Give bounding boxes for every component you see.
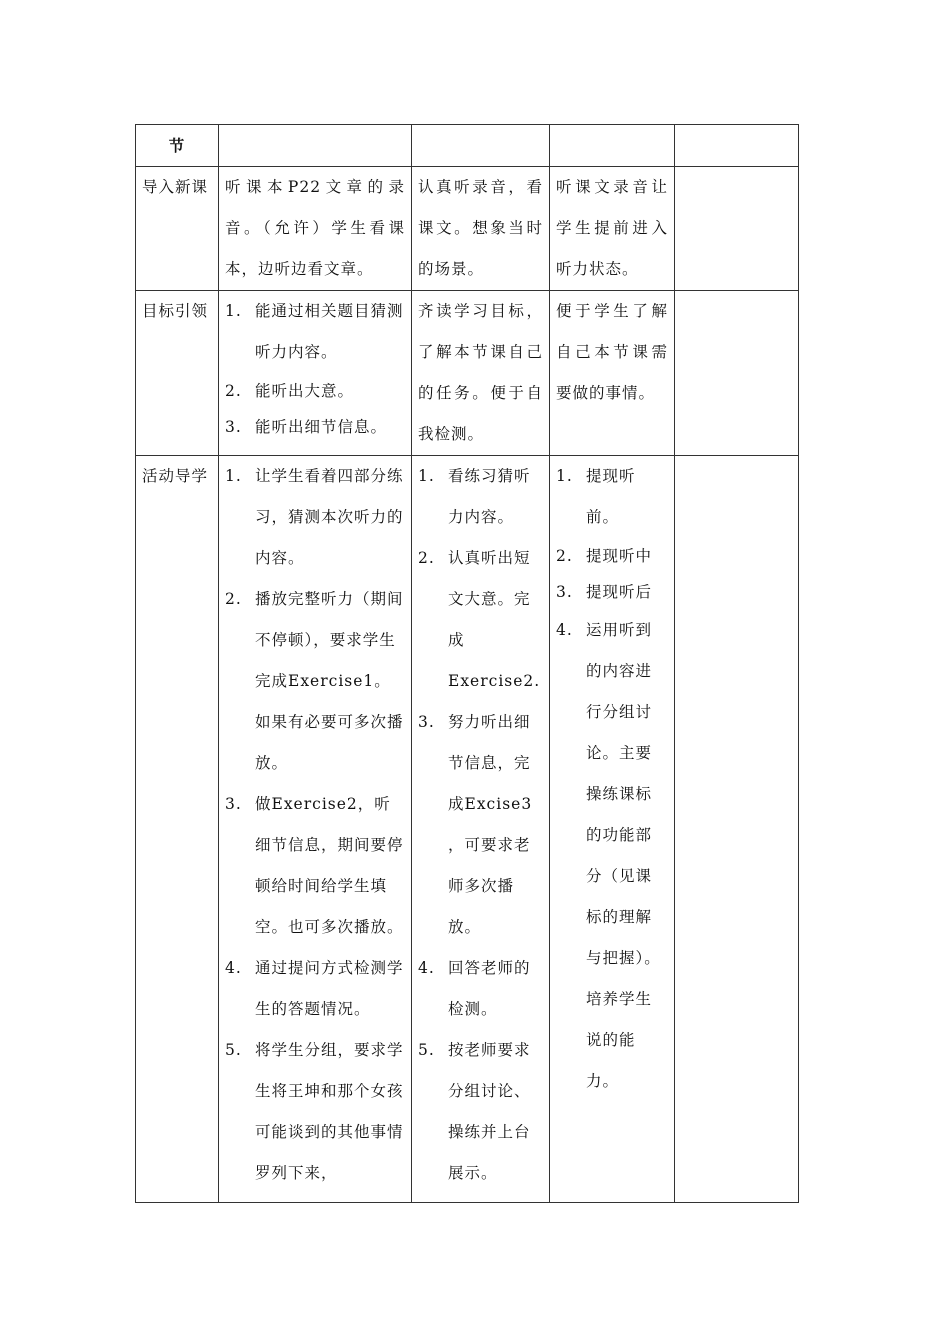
- list-item-text: 做Exercise2，听细节信息，期间要停顿给时间给学生填空。也可多次播放。: [255, 795, 404, 936]
- header-cell-student: [412, 125, 550, 167]
- list-item-number: 3.: [225, 795, 242, 813]
- header-cell-stage: 节: [136, 125, 219, 167]
- list-item: [225, 579, 405, 784]
- list-item: [556, 574, 668, 610]
- list-item-number: 2.: [556, 547, 573, 565]
- list-item: [418, 1030, 543, 1194]
- list-item-text: 回答老师的检测。: [448, 959, 531, 1018]
- list-item-text: 看练习猜听力内容。: [448, 467, 531, 526]
- notes-cell: [675, 167, 799, 291]
- table-row: [136, 456, 799, 1203]
- list-item-number: 4.: [418, 959, 435, 977]
- list-item: [556, 456, 668, 538]
- list-item-number: 2.: [225, 382, 242, 400]
- list-item-text: 认真听出短文大意。完成Exercise2.: [448, 549, 541, 690]
- list-item-text: 能听出大意。: [255, 382, 355, 400]
- header-cell-notes: [675, 125, 799, 167]
- list-item-number: 4.: [556, 621, 573, 639]
- list-item: [225, 784, 405, 948]
- design-intent-cell: 便于学生了解自己本节课需要做的事情。: [550, 291, 675, 456]
- list-item: [418, 538, 543, 702]
- list-item-number: 1.: [225, 302, 242, 320]
- list-item: [418, 948, 543, 1030]
- list-item: [556, 610, 668, 1102]
- header-cell-intent: [550, 125, 675, 167]
- list-item: [225, 373, 405, 409]
- teacher-activity-cell: [219, 456, 412, 1203]
- list-item-text: 努力听出细节信息，完成Excise3 ，可要求老师多次播放。: [448, 713, 533, 936]
- lesson-plan-table: [135, 124, 799, 1203]
- notes-cell: [675, 456, 799, 1203]
- teacher-activity-cell: [219, 291, 412, 456]
- student-activity-list: [418, 456, 543, 1194]
- list-item-text: 提现听前。: [586, 467, 636, 526]
- list-item-text: 运用听到的内容进行分组讨论。主要操练课标的功能部分（见课标的理解与把握）。培养学生说的能力。: [586, 621, 661, 1090]
- student-activity-cell: [412, 456, 550, 1203]
- header-cell-teacher: [219, 125, 412, 167]
- student-activity-cell: 认真听录音，看课文。想象当时的场景。: [412, 167, 550, 291]
- list-item-number: 3.: [418, 713, 435, 731]
- list-item: [225, 291, 405, 373]
- stage-cell: 目标引领: [136, 291, 219, 456]
- notes-cell: [675, 291, 799, 456]
- list-item: [418, 702, 543, 948]
- header-row: [136, 125, 799, 167]
- list-item-text: 通过提问方式检测学生的答题情况。: [255, 959, 404, 1018]
- design-intent-list: [556, 456, 668, 1102]
- student-activity-cell: 齐读学习目标，了解本节课自己的任务。便于自我检测。: [412, 291, 550, 456]
- stage-cell: 活动导学: [136, 456, 219, 1203]
- list-item-number: 2.: [418, 549, 435, 567]
- teacher-activity-cell: 听课本P22文章的录音。（允许）学生看课本，边听边看文章。: [219, 167, 412, 291]
- list-item: [225, 409, 405, 445]
- list-item-number: 1.: [556, 467, 573, 485]
- list-item-number: 3.: [556, 583, 573, 601]
- list-item-number: 1.: [418, 467, 435, 485]
- list-item: [225, 456, 405, 579]
- list-item-text: 播放完整听力（期间不停顿），要求学生完成Exercise1。如果有必要可多次播放。: [255, 590, 404, 772]
- design-intent-cell: 听课文录音让学生提前进入听力状态。: [550, 167, 675, 291]
- list-item-text: 按老师要求分组讨论、操练并上台展示。: [448, 1041, 531, 1182]
- list-item-text: 能听出细节信息。: [255, 418, 388, 436]
- table-row: [136, 291, 799, 456]
- list-item-number: 5.: [225, 1041, 242, 1059]
- list-item-number: 2.: [225, 590, 242, 608]
- list-item-text: 让学生看着四部分练习，猜测本次听力的内容。: [255, 467, 404, 567]
- list-item-number: 3.: [225, 418, 242, 436]
- table-row: [136, 167, 799, 291]
- list-item: [418, 456, 543, 538]
- list-item-text: 提现听后: [586, 583, 653, 601]
- list-item-text: 提现听中: [586, 547, 653, 565]
- list-item-text: 能通过相关题目猜测听力内容。: [255, 302, 404, 361]
- teacher-goal-list: [225, 291, 405, 445]
- stage-cell: 导入新课: [136, 167, 219, 291]
- list-item-number: 4.: [225, 959, 242, 977]
- teacher-activity-list: [225, 456, 405, 1194]
- list-item: [225, 948, 405, 1030]
- list-item-number: 5.: [418, 1041, 435, 1059]
- list-item: [556, 538, 668, 574]
- list-item-number: 1.: [225, 467, 242, 485]
- list-item: [225, 1030, 405, 1194]
- design-intent-cell: [550, 456, 675, 1203]
- list-item-text: 将学生分组，要求学生将王坤和那个女孩可能谈到的其他事情罗列下来，: [255, 1041, 404, 1182]
